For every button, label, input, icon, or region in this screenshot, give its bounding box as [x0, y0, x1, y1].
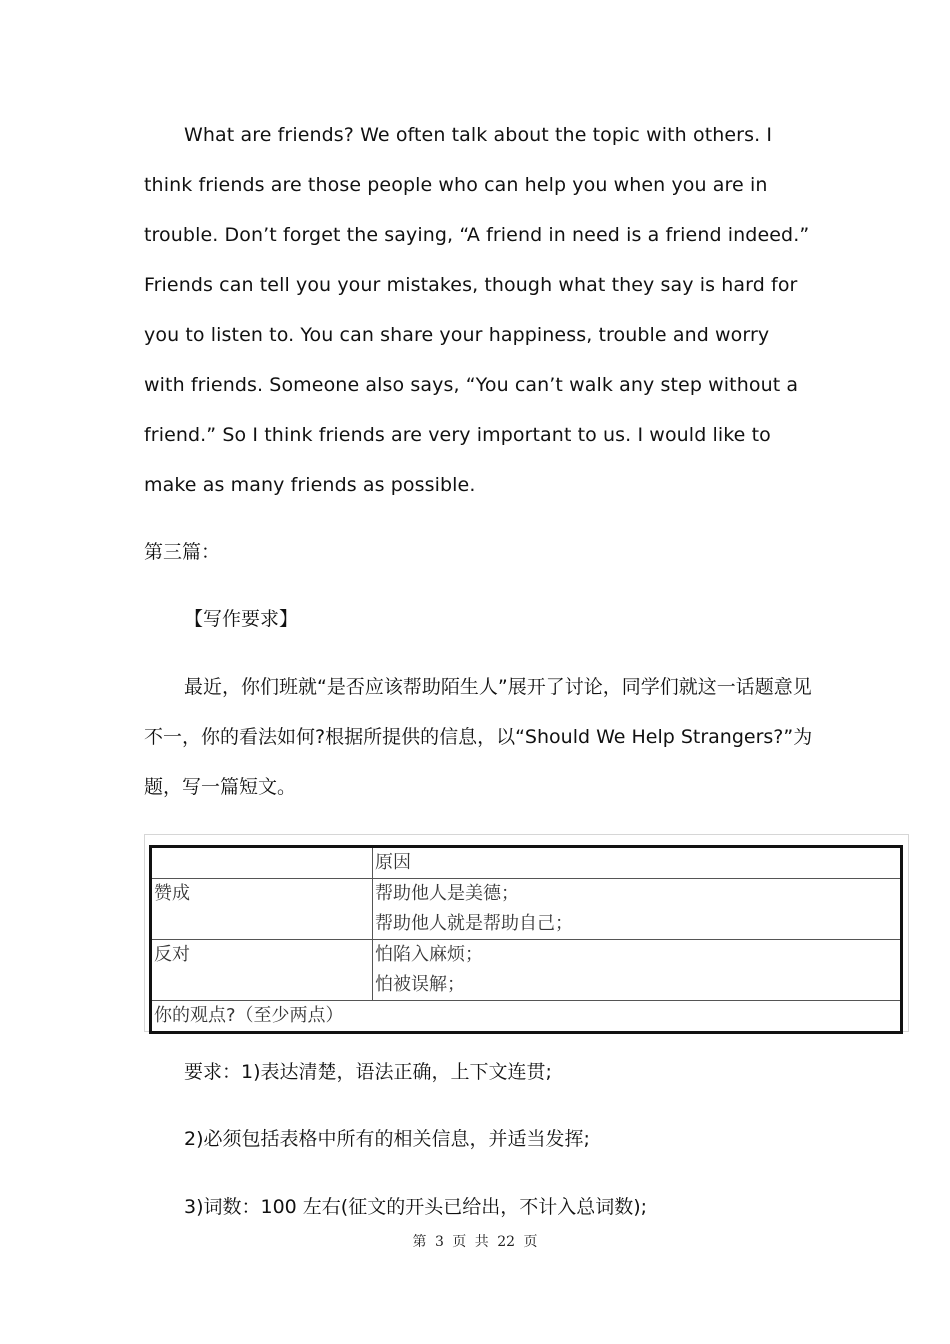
row-label-support: 赞成	[151, 879, 373, 940]
row-reasons-support	[373, 879, 902, 940]
table-header-row	[151, 847, 902, 879]
writing-prompt: 最近，你们班就“是否应该帮助陌生人”展开了讨论，同学们就这一话题意见不一，你的看法如何?根据所提供的信息，以“Should We Help Strangers?”为题，写一篇短文。	[144, 676, 813, 798]
table-header-reason: 原因	[373, 847, 902, 879]
reason-item: 帮助他人是美德；	[375, 883, 519, 904]
reasons-table	[149, 845, 903, 1034]
table-row-oppose	[151, 940, 902, 1001]
reason-item: 怕被误解；	[375, 974, 465, 995]
reason-item: 怕陷入麻烦；	[375, 944, 483, 965]
section-title: 第三篇：	[144, 541, 221, 563]
table-header-empty	[151, 847, 373, 879]
reason-item: 帮助他人就是帮助自己；	[375, 913, 573, 934]
requirement-3: 3)词数：100 左右(征文的开头已给出，不计入总词数);	[184, 1196, 648, 1218]
row-reasons-oppose	[373, 940, 902, 1001]
row-label-oppose: 反对	[151, 940, 373, 1001]
requirement-heading: 【写作要求】	[184, 608, 299, 630]
row-label-opinion: 你的观点?（至少两点）	[151, 1001, 902, 1033]
table-row-support	[151, 879, 902, 940]
table-row-opinion	[151, 1001, 902, 1033]
page-footer: 第 3 页 共 22 页	[412, 1234, 538, 1250]
requirement-1: 要求：1)表达清楚，语法正确，上下文连贯;	[184, 1061, 552, 1083]
requirement-2: 2)必须包括表格中所有的相关信息，并适当发挥;	[184, 1128, 590, 1150]
essay-paragraph: What are friends? We often talk about the topic with others. I think friends are those people who can help you when you are in trouble. Don’t forget the saying, “A friend in need is a friend indeed.” Friends can tell you your mistakes, though what they say is hard for you to listen to. You can share your happiness, trouble and worry with friends. Someone also says, “You can’t walk any step without a friend.” So I think friends are very important to us. I would like to make as many friends as possible.	[144, 124, 810, 496]
